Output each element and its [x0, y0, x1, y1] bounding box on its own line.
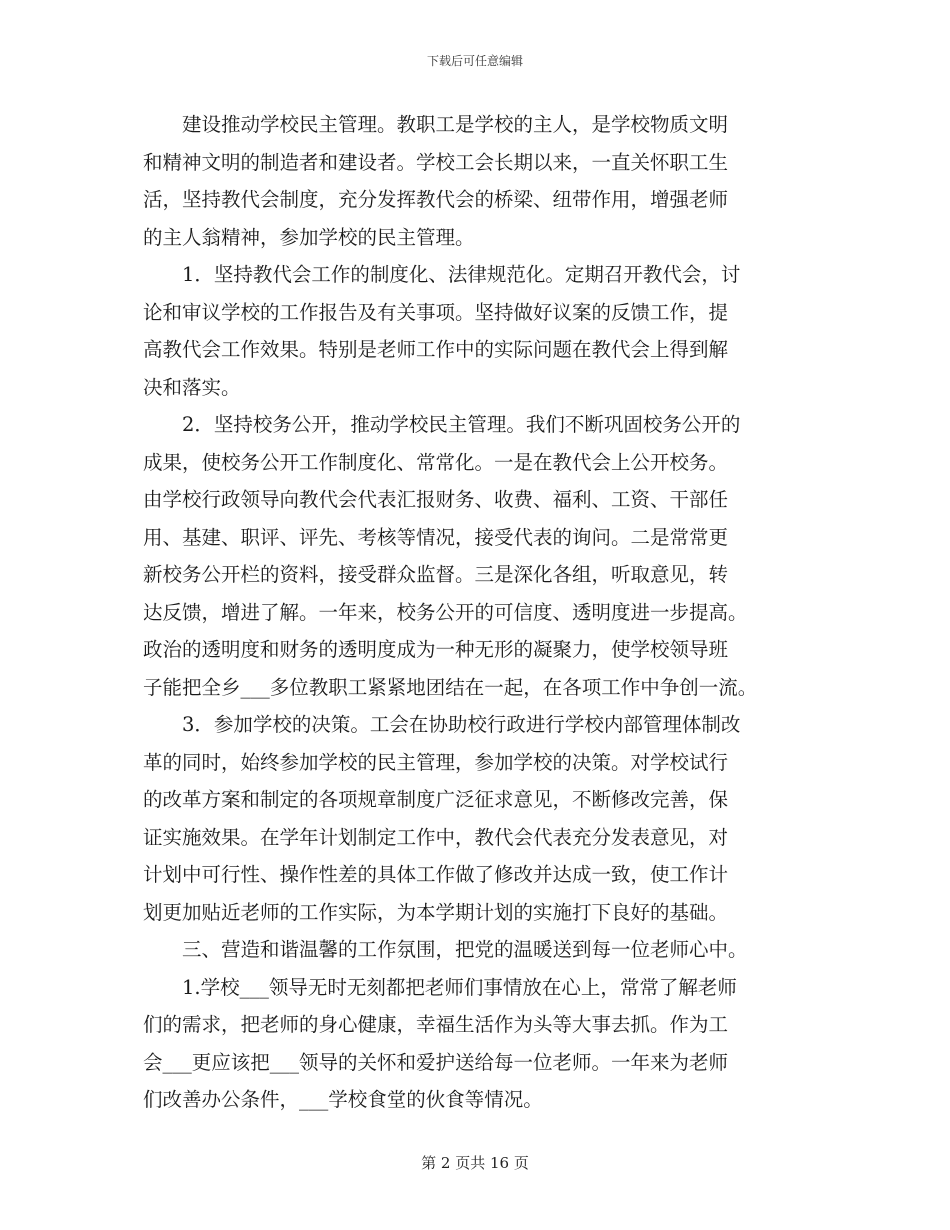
page-header: 下载后可任意编辑: [426, 54, 523, 68]
text-line: 论和审议学校的工作报告及有关事项。坚持做好议案的反馈工作，提: [143, 300, 729, 324]
text-line: 用、基建、职评、评先、考核等情况，接受代表的询问。二是常常更: [143, 525, 729, 549]
text-line: 的改革方案和制定的各项规章制度广泛征求意见，不断修改完善，保: [143, 788, 729, 811]
paragraph-item-1: [143, 256, 823, 406]
text-line: 成果，使校务公开工作制度化、常常化。一是在教代会上公开校务。: [143, 450, 729, 474]
text-line: 1．坚持教代会工作的制度化、法律规范化。定期召开教代会，讨: [182, 263, 741, 286]
text-line: 政治的透明度和财务的透明度成为一种无形的凝聚力，使学校领导班: [143, 638, 729, 661]
text-line: 决和落实。: [143, 375, 241, 399]
heading-line: 三、营造和谐温馨的工作氛围，把党的温暖送到每一位老师心中。: [182, 938, 748, 961]
document-body: [143, 106, 823, 1119]
text-line: 证实施效果。在学年计划制定工作中，教代会代表充分发表意见，对: [143, 825, 729, 849]
text-line: 2．坚持校务公开，推动学校民主管理。我们不断巩固校务公开的: [182, 413, 741, 436]
text-line: 的主人翁精神，参加学校的民主管理。: [143, 225, 475, 249]
paragraph-democratic-management: [143, 106, 823, 256]
text-line: 高教代会工作效果。特别是老师工作中的实际问题在教代会上得到解: [143, 338, 729, 361]
text-line: 们的需求，把老师的身心健康，幸福生活作为头等大事去抓。作为工: [143, 1013, 729, 1036]
section-heading-3: [143, 931, 823, 969]
text-line: 新校务公开栏的资料，接受群众监督。三是深化各组，听取意见，转: [143, 563, 729, 586]
text-line: 们改善办公条件，___学校食堂的伙食等情况。: [143, 1088, 543, 1111]
text-line: 和精神文明的制造者和建设者。学校工会长期以来，一直关怀职工生: [143, 150, 729, 174]
text-line: 由学校行政领导向教代会代表汇报财务、收费、福利、工资、干部任: [143, 488, 729, 511]
text-line: 子能把全乡___多位教职工紧紧地团结在一起，在各项工作中争创一流。: [143, 675, 758, 699]
text-line: 活，坚持教代会制度，充分发挥教代会的桥梁、纽带作用，增强老师: [143, 188, 729, 211]
page-number: 第 2 页共 16 页: [421, 1154, 529, 1172]
text-line: 计划中可行性、操作性差的具体工作做了修改并达成一致，使工作计: [143, 863, 729, 886]
paragraph-item-3: [143, 706, 823, 931]
text-line: 革的同时，始终参加学校的民主管理，参加学校的决策。对学校试行: [143, 750, 729, 774]
text-line: 会___更应该把___领导的关怀和爱护送给每一位老师。一年来为老师: [143, 1050, 729, 1074]
text-line: 达反馈，增进了解。一年来，校务公开的可信度、透明度进一步提高。: [143, 600, 748, 624]
text-line: 1.学校___领导无时无刻都把老师们事情放在心上，常常了解老师: [182, 975, 737, 999]
text-line: 划更加贴近老师的工作实际，为本学期计划的实施打下良好的基础。: [143, 900, 729, 924]
paragraph-item-2: [143, 406, 823, 706]
paragraph-section-3-item-1: [143, 969, 823, 1119]
text-line: 建设推动学校民主管理。教职工是学校的主人，是学校物质文明: [182, 113, 729, 136]
text-line: 3．参加学校的决策。工会在协助校行政进行学校内部管理体制改: [182, 713, 741, 736]
